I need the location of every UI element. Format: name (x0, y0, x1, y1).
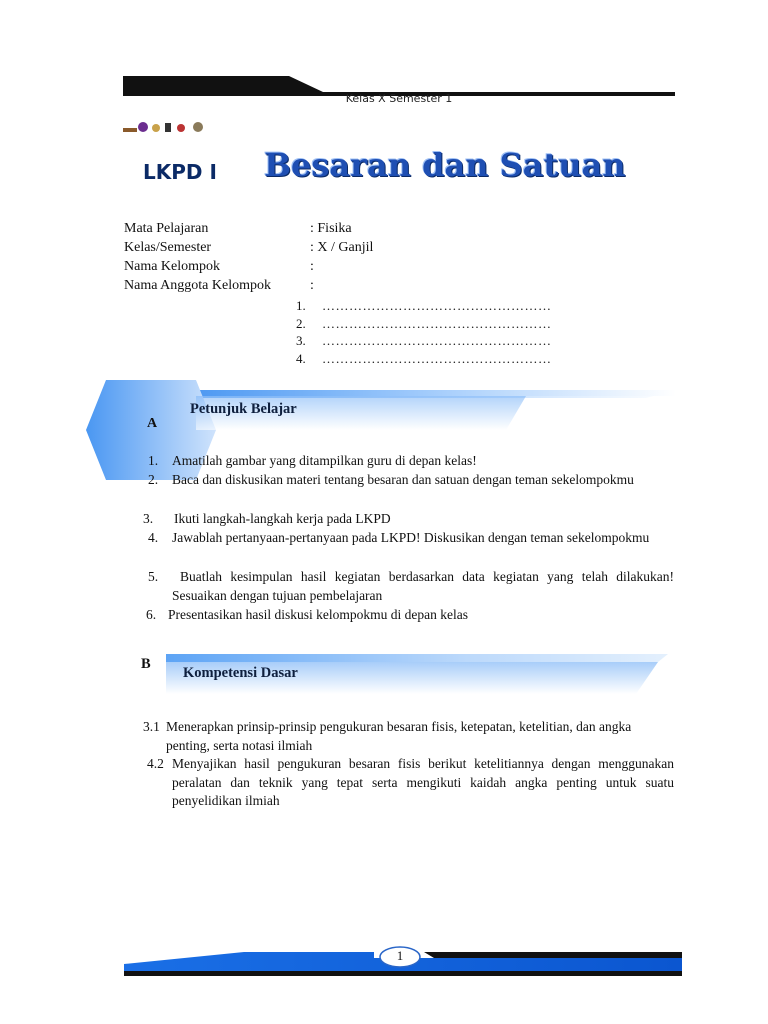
member-dots: …………………………………………… (322, 298, 552, 313)
section-a-letter: A (147, 416, 158, 431)
member-dots: …………………………………………… (322, 315, 552, 331)
member-dots: …………………………………………… (322, 350, 552, 366)
list-item-num: 4. (148, 530, 159, 545)
list-item-text: Menerapkan prinsip-prinsip pengukuran besaran fisis, ketepatan, ketelitian, dan angka penting, serta notasi ilmiah (166, 719, 632, 753)
member-num: 2. (296, 315, 306, 331)
info-label: Mata Pelajaran (124, 221, 209, 236)
info-value: : (310, 259, 314, 274)
lkpd-label: LKPD I (143, 160, 217, 184)
list-item-text: Baca dan diskusikan materi tentang besaran dan satuan dengan teman sekelompokmu (172, 472, 634, 487)
info-label: Nama Anggota Kelompok (124, 278, 271, 293)
decorative-icons (123, 121, 213, 133)
list-item-text: Jawablah pertanyaan-pertanyaan pada LKPD! Diskusikan dengan teman sekelompokmu (172, 530, 650, 545)
list-item-num: 1. (148, 453, 159, 468)
member-row (296, 297, 552, 315)
list-item-text: Ikuti langkah-langkah kerja pada LKPD (174, 511, 391, 526)
section-a-title: Petunjuk Belajar (190, 401, 297, 417)
member-row (296, 332, 552, 350)
info-value: : (310, 278, 314, 293)
header-text: Kelas X Semester 1 (345, 92, 453, 105)
member-num: 3. (296, 333, 306, 348)
list-item-num: 3.1 (143, 719, 160, 734)
list-item-num: 3. (143, 511, 154, 526)
member-row (296, 315, 552, 333)
list-item-text: Menyajikan hasil pengukuran besaran fisis berikut ketelitiannya dengan menggunakan peralatan dan teknik yang tepat serta mengikuti kaidah angka penting untuk suatu penyelidikan ilmiah (172, 756, 674, 808)
member-row (296, 350, 552, 368)
list-item-text: Presentasikan hasil diskusi kelompokmu di depan kelas (168, 607, 468, 622)
list-item-num: 4.2 (147, 756, 164, 771)
list-item-text: Amatilah gambar yang ditampilkan guru di depan kelas! (172, 453, 477, 468)
member-list (296, 297, 552, 367)
list-item-num: 2. (148, 472, 159, 487)
list-item-num: 6. (146, 607, 157, 622)
info-value: : Fisika (310, 221, 352, 236)
list-item-text: Buatlah kesimpulan hasil kegiatan berdasarkan data kegiatan yang telah dilakukan! Sesuaikan dengan tujuan pembelajaran (172, 569, 674, 603)
member-num: 4. (296, 350, 306, 366)
section-b-title: Kompetensi Dasar (183, 665, 298, 681)
section-b-letter: B (141, 656, 151, 672)
list-item-num: 5. (148, 569, 159, 584)
page-number: 1 (396, 948, 404, 963)
info-label: Kelas/Semester (124, 240, 212, 255)
info-label: Nama Kelompok (124, 259, 221, 274)
member-dots: …………………………………………… (322, 333, 552, 348)
info-value: : X / Ganjil (310, 240, 374, 255)
page-title: Besaran dan Satuan (264, 146, 626, 184)
member-num: 1. (296, 298, 306, 313)
